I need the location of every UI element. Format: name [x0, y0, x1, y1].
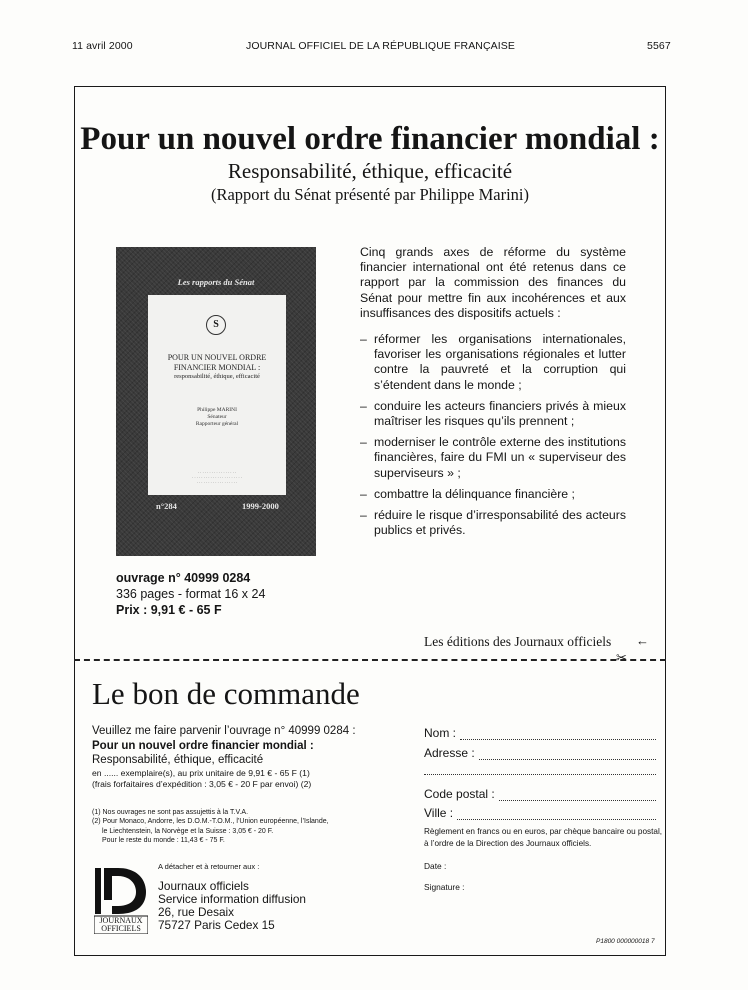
journaux-officiels-logo	[94, 866, 148, 934]
address-line: 26, rue Desaix	[158, 905, 235, 919]
ad-author: (Rapport du Sénat présenté par Philippe Marini)	[210, 185, 529, 204]
order-book-subtitle: Responsabilité, éthique, efficacité	[92, 754, 264, 766]
list-item-text: moderniser le contrôle externe des institutions financières, faire du FMI un « superviseur des superviseurs » ;	[374, 435, 626, 480]
note-line: (2) Pour Monaco, Andorre, les D.O.M.-T.O.M., l’Union européenne, l’Islande,	[92, 818, 329, 826]
order-details	[92, 724, 392, 790]
intro-paragraph: Cinq grands axes de réforme du système financier international ont été retenus dans ce rapport par la commission des finances du Sénat pour mettre fin aux incohérences et aux insuffisances des dispositifs actuels :	[360, 245, 626, 320]
note-line: le Liechtenstein, la Norvège et la Suisse : 3,05 € - 20 F.	[102, 827, 274, 835]
dash-icon: –	[360, 332, 367, 346]
signature-label: Signature :	[424, 882, 465, 892]
order-book-title: Pour un nouvel ordre financier mondial :	[92, 739, 314, 752]
postal-code-field[interactable]	[424, 787, 656, 801]
product-ref: ouvrage n° 40999 0284	[116, 571, 251, 585]
list-item-text: combattre la délinquance financière ;	[374, 486, 575, 501]
city-field[interactable]	[424, 806, 656, 820]
note-line: (1) Nos ouvrages ne sont pas assujettis à la T.V.A.	[92, 809, 249, 816]
form-reference: P1800 000000018 7	[596, 938, 655, 945]
order-quantity-line: en ...... exemplaire(s), au prix unitaire de 9,91 € - 65 F (1)	[92, 767, 310, 778]
arrow-left-icon: ←	[636, 633, 649, 648]
list-item	[360, 399, 626, 429]
cover-title-line: POUR UN NOUVEL ORDRE	[167, 353, 267, 362]
dash-icon: –	[360, 486, 367, 501]
list-item	[360, 487, 626, 502]
address-line: Service information diffusion	[158, 892, 306, 906]
name-label: Nom :	[424, 726, 457, 740]
cover-author-role: Rapporteur général	[195, 421, 239, 427]
order-line: Veuillez me faire parvenir l’ouvrage n° 40999 0284 :	[92, 725, 356, 737]
dash-icon: –	[360, 435, 367, 450]
cover-title-line: FINANCIER MONDIAL :	[173, 362, 261, 372]
cover-author-role: Sénateur	[207, 414, 227, 420]
address-field[interactable]	[424, 746, 656, 760]
product-pages: 336 pages - format 16 x 24	[116, 587, 266, 601]
cover-years: 1999-2000	[242, 501, 279, 511]
cover-title	[148, 353, 286, 382]
header-page-number: 5567	[647, 40, 671, 52]
postal-code-label: Code postal :	[424, 787, 495, 801]
book-cover	[116, 247, 316, 556]
address-line: 75727 Paris Cedex 15	[158, 918, 275, 932]
return-instruction: A détacher et à retourner aux :	[158, 862, 260, 871]
list-item-text: conduire les acteurs financiers privés à mieux maîtriser les risques qu’ils prennent ;	[374, 398, 626, 429]
cover-series: Les rapports du Sénat	[177, 277, 255, 287]
dash-icon: –	[360, 398, 367, 413]
date-label: Date :	[424, 861, 447, 871]
postal-code-input-line[interactable]	[499, 790, 656, 801]
cut-line	[74, 659, 666, 661]
order-notes	[92, 808, 402, 846]
list-item-text: réformer les organisations internationales, favoriser les organisations régionales et lutter contre la pauvreté et la corruption qui s’étendent dans le monde ;	[374, 332, 626, 392]
publisher-name: Les éditions des Journaux officiels	[424, 634, 612, 649]
city-label: Ville :	[424, 806, 454, 820]
order-form-heading: Le bon de commande	[92, 676, 360, 711]
header-journal-title: JOURNAL OFFICIEL DE LA RÉPUBLIQUE FRANÇAISE	[246, 40, 515, 52]
cover-author-block	[148, 407, 286, 428]
payment-terms: Règlement en francs ou en euros, par chèque bancaire ou postal, à l’ordre de la Direction des Journaux officiels.	[424, 827, 663, 848]
dash-icon: –	[360, 508, 367, 523]
senate-logo-icon: S	[206, 315, 226, 335]
address-label: Adresse :	[424, 746, 475, 760]
cover-author-name: Philippe MARINI	[197, 407, 237, 413]
product-info	[116, 570, 265, 618]
address-input-line[interactable]	[479, 749, 656, 760]
return-address	[158, 880, 306, 932]
reform-list	[360, 332, 626, 544]
logo-text-line2: OFFICIELS	[101, 924, 141, 933]
list-item	[360, 508, 626, 538]
list-item-text: réduire le risque d’irresponsabilité des acteurs publics et privés.	[374, 508, 626, 538]
address-line: Journaux officiels	[158, 879, 249, 893]
header-date: 11 avril 2000	[72, 40, 133, 52]
scissors-icon: ✂	[616, 650, 627, 665]
ad-title: Pour un nouvel ordre financier mondial :	[80, 121, 660, 157]
ad-subtitle: Responsabilité, éthique, efficacité	[227, 159, 513, 183]
product-price: Prix : 9,91 € - 65 F	[116, 603, 222, 617]
list-item	[360, 435, 626, 481]
address-extra-line[interactable]	[424, 774, 656, 775]
name-field[interactable]	[424, 726, 656, 740]
name-input-line[interactable]	[460, 729, 656, 740]
note-line: Pour le reste du monde : 11,43 € - 75 F.	[102, 837, 225, 845]
cover-footnote: · · · · · · · · · · · · · · · · · · · · · · · · · · · · · · · · · · · · · · · · · · · · · · · · · · · · · · · · ·	[192, 471, 242, 485]
order-shipping-line: (frais forfaitaires d’expédition : 3,05 € - 20 F par envoi) (2)	[92, 778, 312, 789]
logo-text-line1: JOURNAUX	[99, 916, 143, 925]
cover-title-line: responsabilité, éthique, efficacité	[174, 373, 260, 380]
cover-report-number: n°284	[156, 501, 177, 511]
list-item	[360, 332, 626, 393]
cover-panel	[148, 295, 286, 495]
city-input-line[interactable]	[457, 809, 656, 820]
